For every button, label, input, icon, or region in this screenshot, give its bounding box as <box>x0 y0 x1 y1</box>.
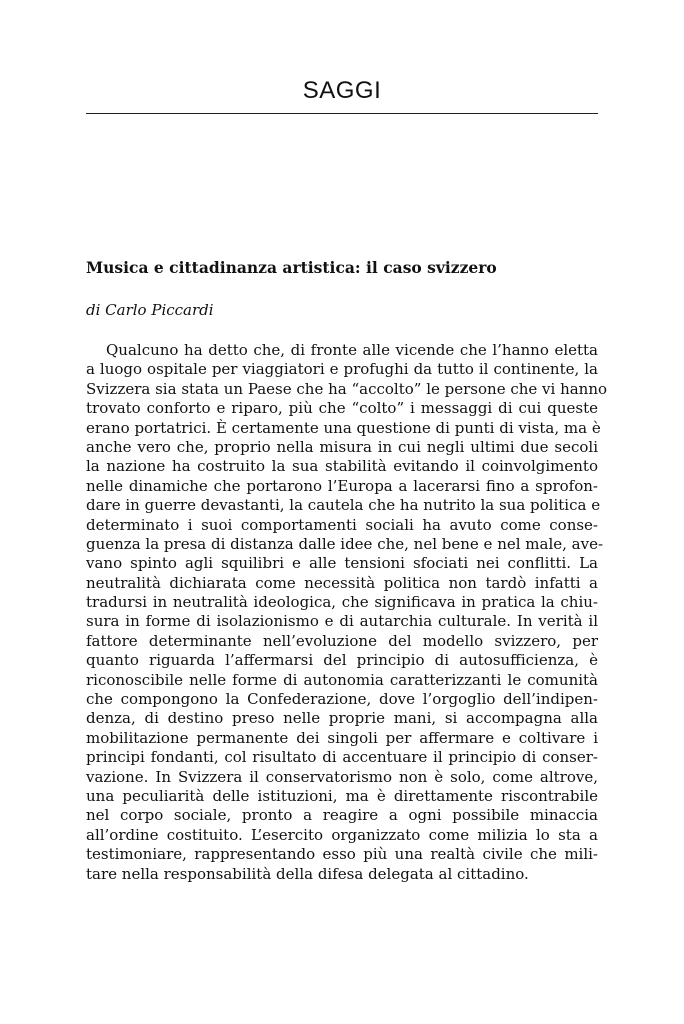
body-line: Svizzera sia stata un Paese che ha “accolto” le persone che vi hanno <box>86 379 608 398</box>
body-line: mobilitazione permanente dei singoli per affermare e coltivare i <box>86 728 598 747</box>
body-line: all’ordine costituito. L’esercito organizzato come milizia lo sta a <box>86 825 598 844</box>
body-line: vazione. In Svizzera il conservatorismo non è solo, come altrove, <box>86 767 598 786</box>
body-line: riconoscibile nelle forme di autonomia caratterizzanti le comunità <box>86 670 598 689</box>
body-line: dare in guerre devastanti, la cautela che ha nutrito la sua politica e <box>86 496 601 515</box>
body-line: fattore determinante nell’evoluzione del modello svizzero, per <box>86 631 598 650</box>
body-line: nelle dinamiche che portarono l’Europa a lacerarsi fino a sprofon- <box>86 476 598 495</box>
body-line: tare nella responsabilità della difesa delegata al cittadino. <box>86 864 529 883</box>
body-line: denza, di destino preso nelle proprie mani, si accompagna alla <box>86 709 598 728</box>
body-line: trovato conforto e riparo, più che “colto” i messaggi di cui queste <box>86 399 598 418</box>
body-line: guenza la presa di distanza dalle idee che, nel bene e nel male, ave- <box>86 534 604 553</box>
body-line: Qualcuno ha detto che, di fronte alle vicende che l’hanno eletta <box>106 341 598 359</box>
body-line: quanto riguarda l’affermarsi del principio di autosufficienza, è <box>86 651 598 670</box>
body-line: principi fondanti, col risultato di accentuare il principio di conser- <box>86 748 598 767</box>
body-line: neutralità dichiarata come necessità politica non tardò infatti a <box>86 573 598 592</box>
body-line: vano spinto agli squilibri e alle tensioni sfociati nei conflitti. La <box>86 554 598 573</box>
body-line: una peculiarità delle istituzioni, ma è direttamente riscontrabile <box>86 786 598 805</box>
body-line: sura in forme di isolazionismo e di autarchia culturale. In verità il <box>86 612 598 631</box>
body-line: la nazione ha costruito la sua stabilità evitando il coinvolgimento <box>86 457 598 476</box>
body-line: tradursi in neutralità ideologica, che significava in pratica la chiu- <box>86 593 598 612</box>
article-body <box>86 341 608 884</box>
article-author: di Carlo Piccardi <box>86 301 214 319</box>
body-line: erano portatrici. È certamente una questione di punti di vista, ma è <box>86 418 601 437</box>
body-line: determinato i suoi comportamenti sociali ha avuto come conse- <box>86 515 598 534</box>
body-line: a luogo ospitale per viaggiatori e profughi da tutto il continente, la <box>86 360 598 379</box>
body-line: che compongono la Confederazione, dove l’orgoglio dell’indipen- <box>86 690 598 709</box>
article-title: Musica e cittadinanza artistica: il caso svizzero <box>86 258 497 277</box>
body-line: testimoniare, rappresentando esso più una realtà civile che mili- <box>86 845 598 864</box>
body-line: anche vero che, proprio nella misura in cui negli ultimi due secoli <box>86 437 598 456</box>
header-rule <box>86 113 598 114</box>
body-line: nel corpo sociale, pronto a reagire a ogni possibile minaccia <box>86 806 598 825</box>
section-heading: SAGGI <box>302 77 382 104</box>
